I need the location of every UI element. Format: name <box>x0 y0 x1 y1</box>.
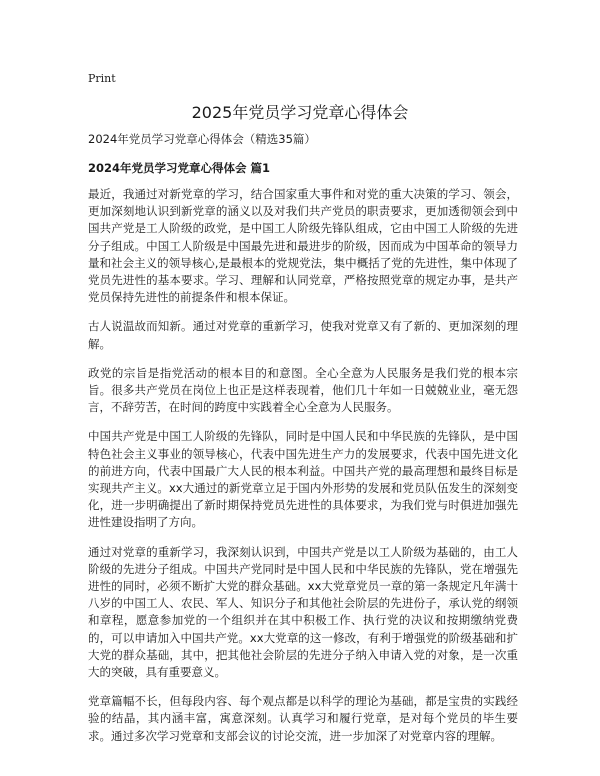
paragraph-1: 最近，我通过对新党章的学习，结合国家重大事件和对党的重大决策的学习、领会，更加深刻地认识到新党章的涵义以及对我们共产党员的职责要求，更加透彻领会到中国共产党是工人阶级的政党，是中国工人阶级先锋队组成，它由中国工人阶级的先进分子组成。中国工人阶级是中国最先进和最进步的阶级，因而成为中国革命的领导力量和社会主义的领导核心,是最根本的党规党法，集中概括了党的先进性，集中体现了党员先进性的基本要求。学习、理解和认同党章，严格按照党章的规定办事，是共产党员保持先进性的前提条件和根本保证。 <box>88 187 518 305</box>
paragraph-4: 中国共产党是中国工人阶级的先锋队，同时是中国人民和中华民族的先锋队，是中国特色社会主义事业的领导核心，代表中国先进生产力的发展要求，代表中国先进文化的前进方向，代表中国最广大人民的根本利益。中国共产党的最高理想和最终目标是实现共产主义。xx大通过的新党章立足于国内外形势的发展和党员队伍发生的深刻变化，进一步明确提出了新时期保持党员先进性的具体要求，为我们党与时俱进加强先进性建设指明了方向。 <box>88 429 518 530</box>
paragraph-2: 古人说温故而知新。通过对党章的重新学习，使我对党章又有了新的、更加深刻的理解。 <box>88 319 518 351</box>
page-title: 2025年党员学习党章心得体会 <box>191 103 409 122</box>
article-body <box>88 186 518 757</box>
paragraph-6: 党章篇幅不长，但每段内容、每个观点都是以科学的理论为基础，都是宝贵的实践经验的结晶，其内涵丰富，寓意深刻。认真学习和履行党章，是对每个党员的毕生要求。通过多次学习党章和支部会议的讨论交流，进一步加深了对党章内容的理解。 <box>88 694 518 743</box>
print-link[interactable]: Print <box>88 72 116 85</box>
paragraph-3: 政党的宗旨是指党活动的根本目的和意图。全心全意为人民服务是我们党的根本宗旨。很多共产党员在岗位上也正是这样表现着，他们几十年如一日兢兢业业，毫无怨言，不辞劳苦，在时间的跨度中实践着全心全意为人民服务。 <box>88 365 518 415</box>
paragraph-5: 通过对党章的重新学习，我深刻认识到，中国共产党是以工人阶级为基础的，由工人阶级的先进分子组成。中国共产党同时是中国人民和中华民族的先锋队，党在增强先进性的同时，必须不断扩大党的群众基础。xx大党章党员一章的第一条规定凡年满十八岁的中国工人、农民、军人、知识分子和其他社会阶层的先进份子，承认党的纲领和章程，愿意参加党的一个组织并在其中积极工作、执行党的决议和按期缴纳党费的，可以申请加入中国共产党。xx大党章的这一修改，有利于增强党的阶级基础和扩大党的群众基础，其中，把其他社会阶层的先进分子纳入申请入党的对象，是一次重大的突破，具有重要意义。 <box>88 544 518 680</box>
section-heading: 2024年党员学习党章心得体会 篇1 <box>88 161 271 175</box>
document-subtitle: 2024年党员学习党章心得体会（精选35篇） <box>88 132 316 146</box>
